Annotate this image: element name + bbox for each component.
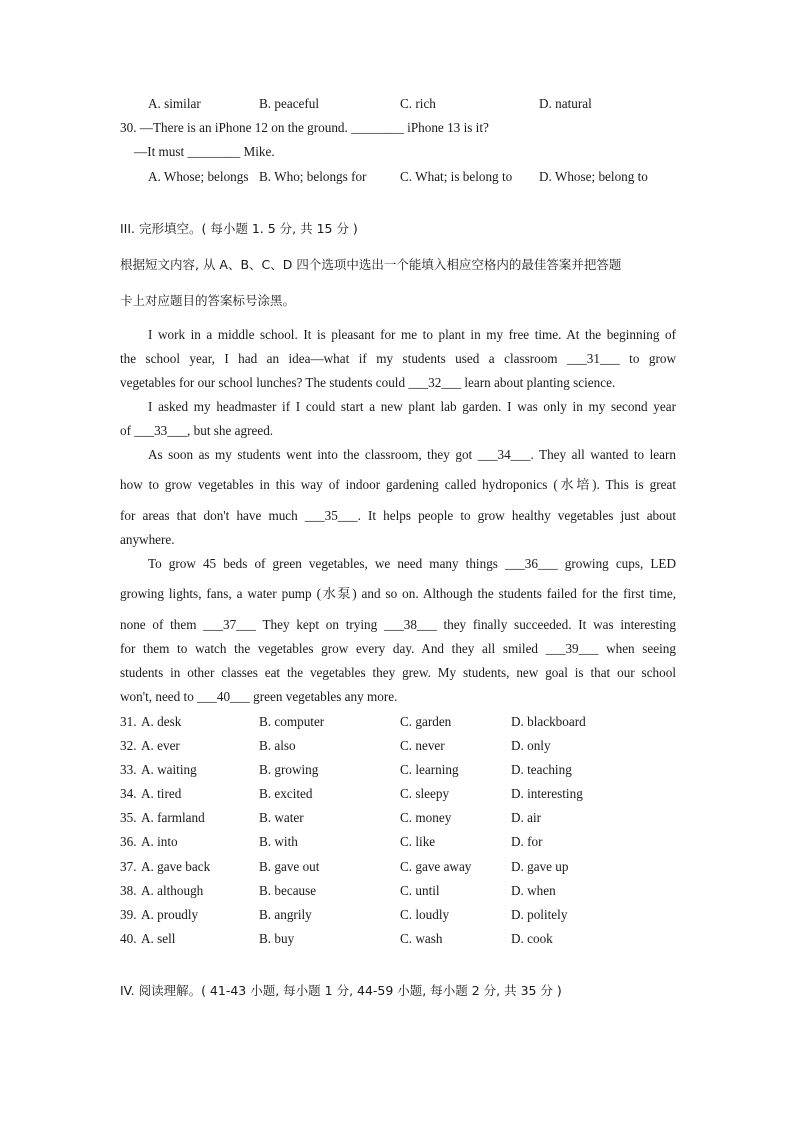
passage-line: students in other classes eat the vegetables they grew. My students, new goal is that our school [120, 665, 676, 680]
question-number: 31. [120, 714, 137, 729]
option-d: D. blackboard [511, 714, 586, 729]
q30-option-b: B. Who; belongs for [259, 169, 367, 184]
option-d: D. only [511, 738, 551, 753]
passage-line: To grow 45 beds of green vegetables, we need many things ___36___ growing cups, LED [148, 556, 676, 571]
option-b: B. because [259, 883, 317, 898]
section3-instruction-line2: 卡上对应题目的答案标号涂黑。 [120, 293, 296, 308]
q29-option-d: D. natural [539, 96, 592, 111]
passage-line: for them to watch the vegetables grow every day. And they all smiled ___39___ when seeing [120, 641, 676, 656]
option-b: B. computer [259, 714, 325, 729]
option-b: B. growing [259, 762, 319, 777]
q30-option-d: D. Whose; belong to [539, 169, 648, 184]
passage-line: I asked my headmaster if I could start a new plant lab garden. I was only in my second year [148, 399, 676, 414]
passage-line: I work in a middle school. It is pleasant for me to plant in my free time. At the beginning of [148, 327, 676, 342]
option-b: B. excited [259, 786, 313, 801]
passage-line: growing lights, fans, a water pump (水泵) and so on. Although the students failed for the first time, [120, 586, 676, 601]
passage-line: vegetables for our school lunches? The students could ___32___ learn about planting science. [120, 375, 616, 390]
option-b: B. with [259, 834, 298, 849]
option-a: A. desk [141, 714, 182, 729]
section4-title: IV. 阅读理解。( 41-43 小题, 每小题 1 分, 44-59 小题, 每小题 2 分, 共 35 分 ) [120, 983, 562, 998]
option-d: D. gave up [511, 859, 569, 874]
option-b: B. buy [259, 931, 295, 946]
option-d: D. politely [511, 907, 568, 922]
option-a: A. gave back [141, 859, 211, 874]
option-d: D. for [511, 834, 543, 849]
q30-option-a: A. Whose; belongs [148, 169, 249, 184]
option-b: B. gave out [259, 859, 320, 874]
option-d: D. interesting [511, 786, 583, 801]
question-number: 36. [120, 834, 137, 849]
option-b: B. also [259, 738, 296, 753]
option-a: A. although [141, 883, 204, 898]
q29-option-a: A. similar [148, 96, 201, 111]
option-a: A. sell [141, 931, 176, 946]
option-c: C. until [400, 883, 440, 898]
option-d: D. when [511, 883, 556, 898]
option-c: C. learning [400, 762, 459, 777]
passage-line: won't, need to ___40___ green vegetables any more. [120, 689, 398, 704]
option-d: D. cook [511, 931, 553, 946]
option-c: C. sleepy [400, 786, 450, 801]
question-number: 34. [120, 786, 137, 801]
option-c: C. gave away [400, 859, 472, 874]
question-number: 32. [120, 738, 137, 753]
question-number: 39. [120, 907, 137, 922]
question-number: 33. [120, 762, 137, 777]
option-d: D. teaching [511, 762, 572, 777]
option-c: C. money [400, 810, 452, 825]
passage-line: the school year, I had an idea—what if my students used a classroom ___31___ to grow [120, 351, 676, 366]
passage-line: none of them ___37___ They kept on trying ___38___ they finally succeeded. It was interesting [120, 617, 676, 632]
option-c: C. like [400, 834, 436, 849]
section3-instruction-line1: 根据短文内容, 从 A、B、C、D 四个选项中选出一个能填入相应空格内的最佳答案并把答题 [120, 257, 622, 272]
section3-title: III. 完形填空。( 每小题 1. 5 分, 共 15 分 ) [120, 221, 358, 236]
q30-stem-line2: —It must ________ Mike. [134, 144, 275, 159]
option-a: A. farmland [141, 810, 205, 825]
question-number: 38. [120, 883, 137, 898]
option-a: A. tired [141, 786, 182, 801]
option-a: A. ever [141, 738, 180, 753]
q29-option-c: C. rich [400, 96, 436, 111]
option-c: C. wash [400, 931, 443, 946]
q30-stem-line1: 30. —There is an iPhone 12 on the ground. ________ iPhone 13 is it? [120, 120, 489, 135]
q29-option-b: B. peaceful [259, 96, 320, 111]
option-d: D. air [511, 810, 542, 825]
passage-line: how to grow vegetables in this way of indoor gardening called hydroponics (水培). This is great [120, 477, 676, 492]
question-number: 35. [120, 810, 137, 825]
option-c: C. garden [400, 714, 452, 729]
question-number: 37. [120, 859, 137, 874]
passage-line: of ___33___, but she agreed. [120, 423, 274, 438]
option-c: C. loudly [400, 907, 450, 922]
option-a: A. proudly [141, 907, 199, 922]
option-a: A. waiting [141, 762, 197, 777]
passage-line: for areas that don't have much ___35___. It helps people to grow healthy vegetables just about [120, 508, 676, 523]
option-c: C. never [400, 738, 445, 753]
q30-option-c: C. What; is belong to [400, 169, 513, 184]
option-a: A. into [141, 834, 178, 849]
passage-line: As soon as my students went into the classroom, they got ___34___. They all wanted to learn [148, 447, 676, 462]
passage-line: anywhere. [120, 532, 175, 547]
option-b: B. angrily [259, 907, 312, 922]
option-b: B. water [259, 810, 304, 825]
question-number: 40. [120, 931, 137, 946]
